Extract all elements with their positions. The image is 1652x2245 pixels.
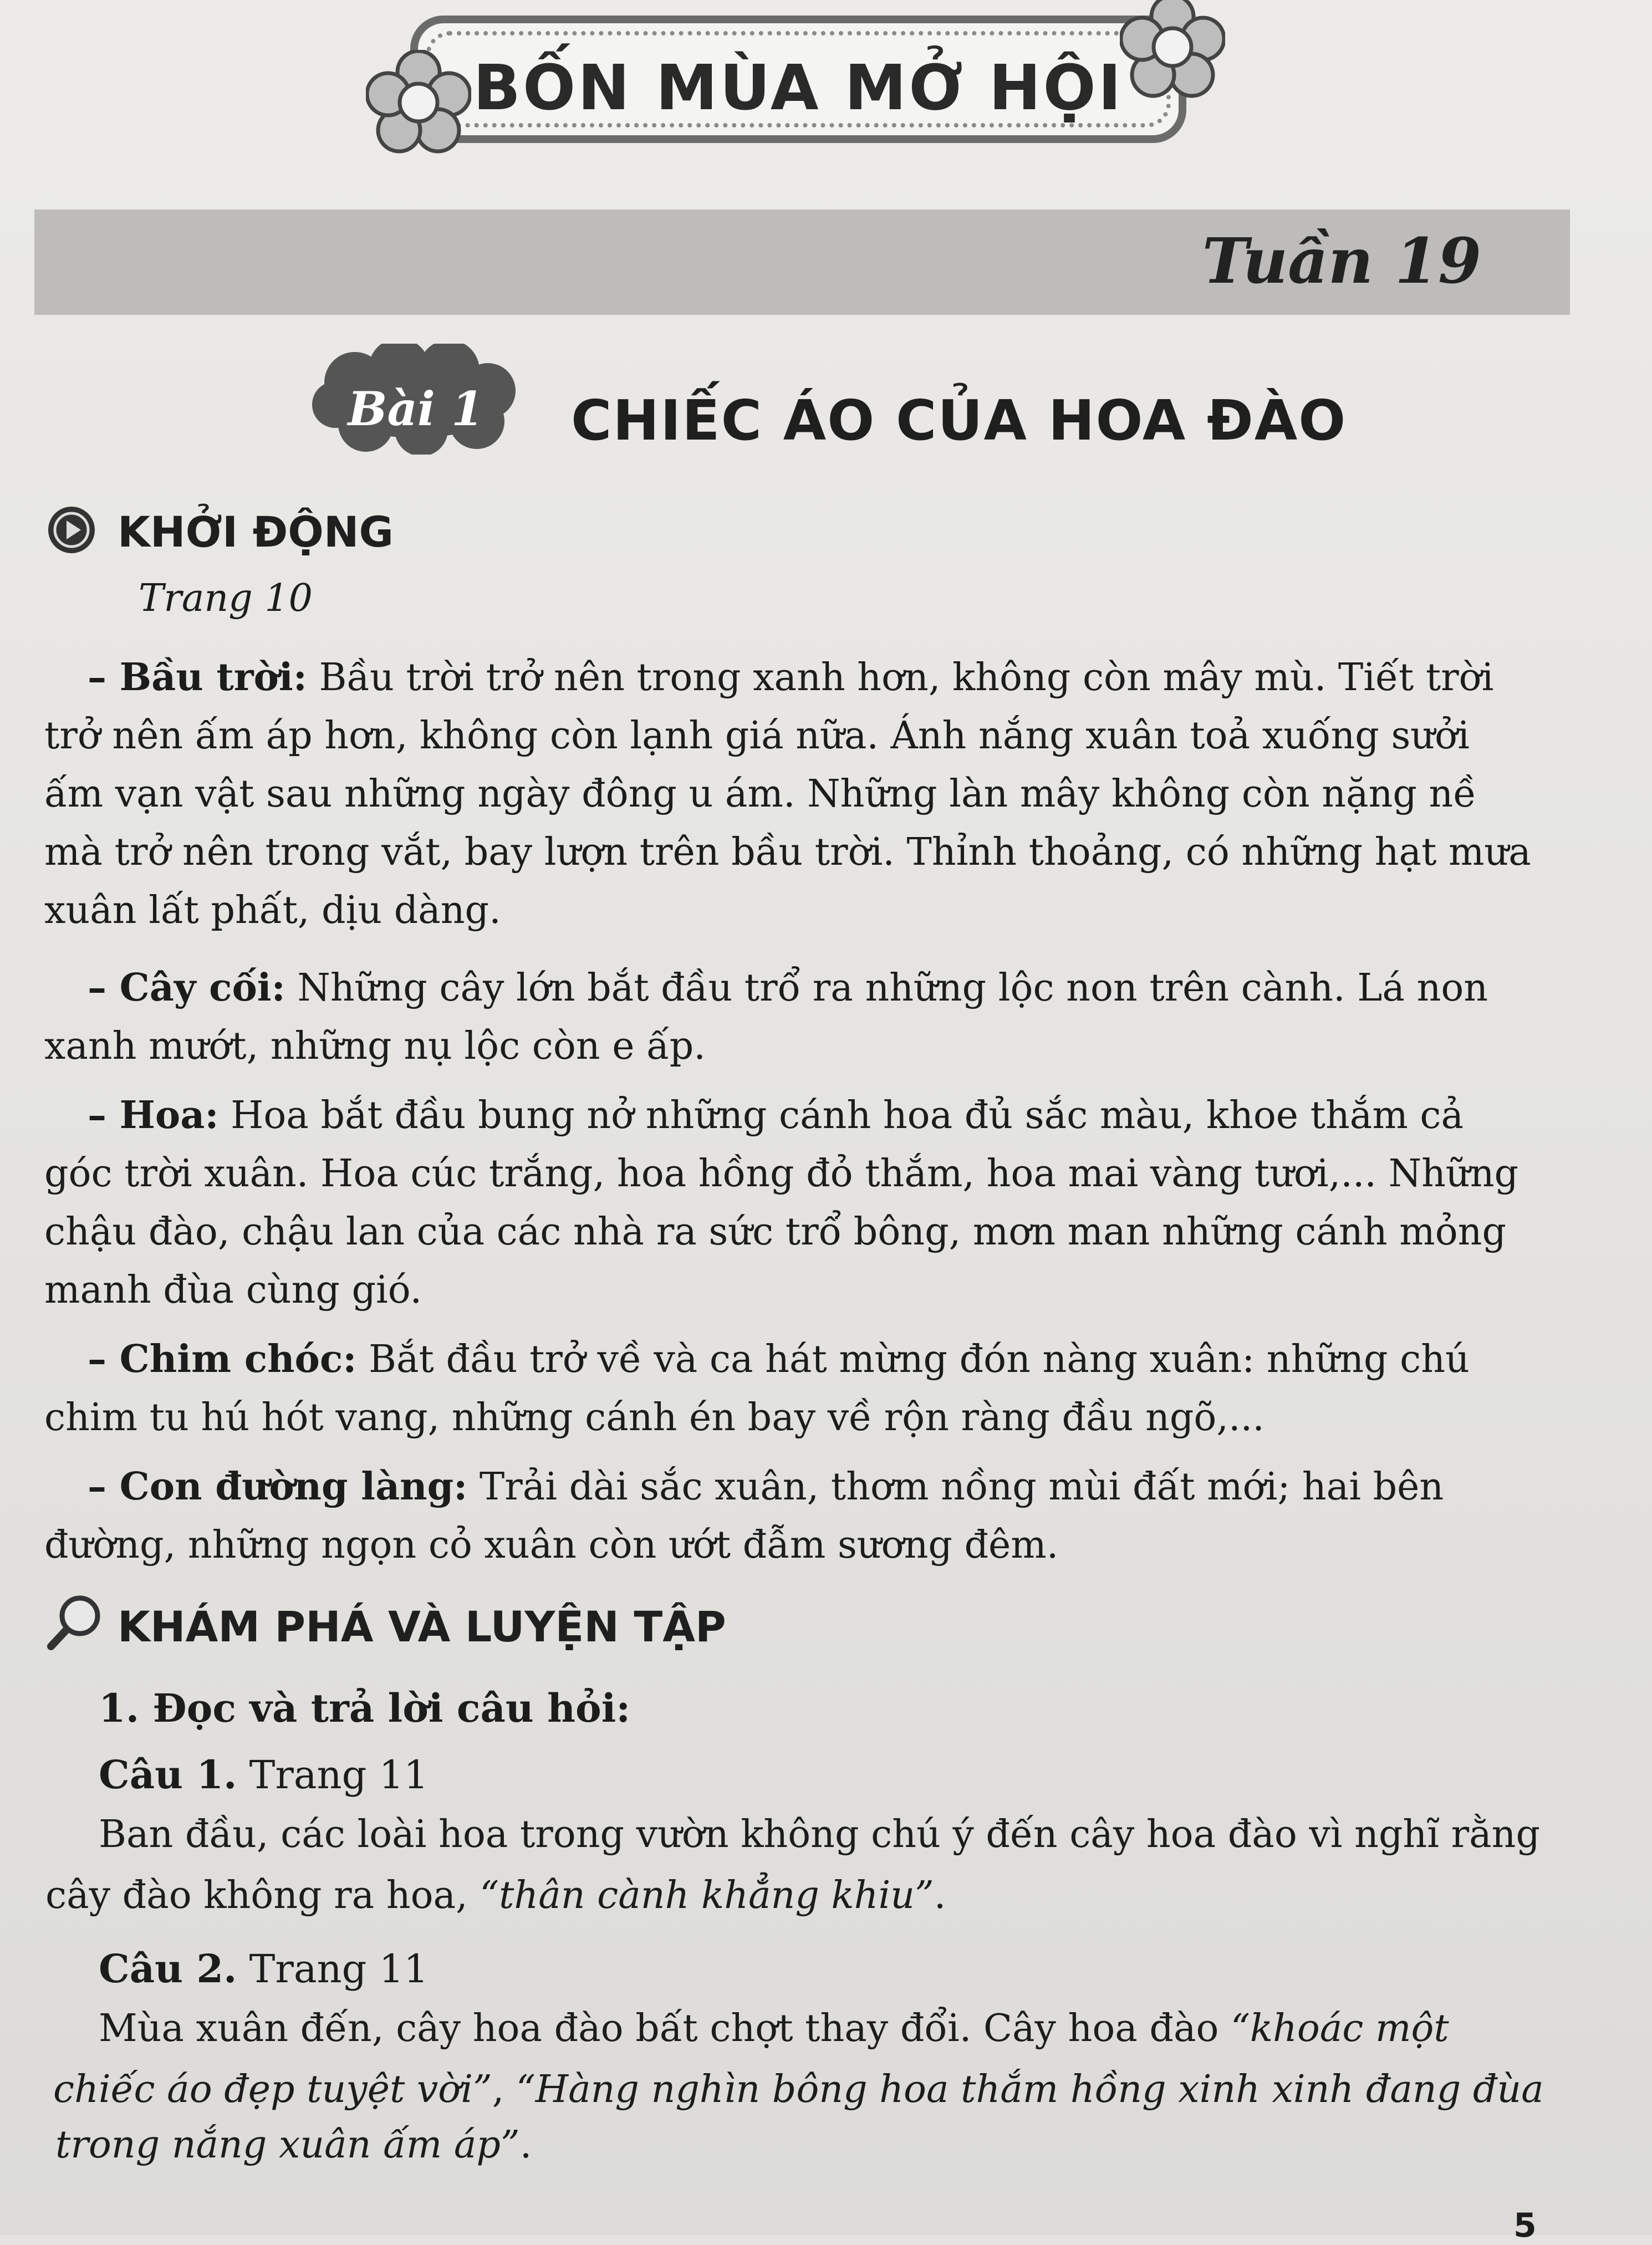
answer-quote: chiếc áo đẹp tuyệt vời” [53,2068,492,2111]
item-trees [44,959,1488,1075]
answer-text: . [519,2123,532,2167]
item-text: góc trời xuân. Hoa cúc trắng, hoa hồng đỏ thắm, hoa mai vàng tươi,... Những [44,1152,1519,1196]
item-flowers [44,1086,1518,1319]
question-ref: Trang 11 [237,1946,429,1992]
item-text: trở nên ấm áp hơn, không còn lạnh giá nữa. Ánh nắng xuân toả xuống sưởi [44,714,1470,758]
warmup-heading-text: KHỞI ĐỘNG [118,507,394,557]
question-1-answer-line: Ban đầu, các loài hoa trong vườn không chú ý đến cây hoa đào vì nghĩ rằng [99,1813,1541,1856]
chapter-title: BỐN MÙA MỞ HỘI [473,52,1124,124]
question-2-answer-line [53,2068,1544,2111]
item-text: xuân lất phất, dịu dàng. [44,889,501,932]
answer-quote: trong nắng xuân ấm áp” [55,2123,520,2167]
item-text: Những cây lớn bắt đầu trổ ra những lộc non trên cành. Lá non [285,966,1488,1010]
item-text: chậu đào, chậu lan của các nhà ra sức trổ bông, mơn man những cánh mỏng [44,1210,1506,1254]
item-text: Trải dài sắc xuân, thơm nồng mùi đất mới; hai bên [467,1465,1444,1509]
page-number: 5 [1513,2206,1537,2245]
magnifier-icon [45,1591,106,1652]
week-label: Tuần 19 [1202,225,1481,298]
answer-text: , [492,2068,516,2111]
answer-text: Mùa xuân đến, cây hoa đào bất chợt thay đổi. Cây hoa đào [99,2007,1231,2050]
lesson-badge-text: Bài 1 [348,381,484,436]
item-text: Bầu trời trở nên trong xanh hơn, không còn mây mù. Tiết trời [307,656,1494,700]
answer-text: cây đào không ra hoa, [45,1874,480,1917]
explore-heading-text: KHÁM PHÁ VÀ LUYỆN TẬP [118,1602,726,1651]
question-ref: Trang 11 [237,1752,429,1798]
answer-quote: “khoác một [1231,2007,1449,2050]
item-label: – Cây cối: [88,966,285,1010]
item-text: manh đùa cùng gió. [44,1268,422,1312]
item-text: đường, những ngọn cỏ xuân còn ướt đẫm sương đêm. [44,1523,1059,1567]
item-text: mà trở nên trong vắt, bay lượn trên bầu trời. Thỉnh thoảng, có những hạt mưa [44,830,1531,874]
question-2-answer-line [55,2123,532,2167]
item-birds [44,1330,1470,1447]
week-bar [34,210,1570,315]
play-icon [45,504,98,557]
question-1-heading [99,1752,429,1798]
answer-quote: “Hàng nghìn bông hoa thắm hồng xinh xinh đang đùa [516,2068,1544,2111]
item-label: – Con đường làng: [88,1465,468,1509]
question-2-answer-line [99,2007,1449,2050]
question-label: Câu 1. [99,1752,237,1798]
answer-text: . [934,1874,946,1917]
item-text: chim tu hú hót vang, những cánh én bay về rộn ràng đầu ngõ,... [44,1396,1265,1440]
item-village-road [44,1458,1444,1574]
warmup-page-ref: Trang 10 [139,576,313,620]
question-1-answer-line [45,1874,946,1917]
item-label: – Chim chóc: [88,1337,357,1381]
chapter-banner [410,16,1186,143]
item-text: ấm vạn vật sau những ngày đông u ám. Những làn mây không còn nặng nề [44,772,1477,816]
question-label: Câu 2. [99,1946,237,1992]
subsection-title: 1. Đọc và trả lời câu hỏi: [99,1685,631,1731]
item-text: xanh mướt, những nụ lộc còn e ấp. [44,1024,706,1068]
lesson-title: CHIẾC ÁO CỦA HOA ĐÀO [571,388,1347,453]
question-2-heading [99,1946,429,1992]
item-text: Hoa bắt đầu bung nở những cánh hoa đủ sắc màu, khoe thắm cả [218,1094,1464,1137]
flower-right-icon [1120,0,1225,100]
flower-left-icon [366,50,471,155]
item-text: Bắt đầu trở về và ca hát mừng đón nàng xuân: những chú [356,1338,1470,1381]
item-label: – Hoa: [88,1093,219,1137]
item-label: – Bầu trời: [88,655,307,700]
answer-quote: “thân cành khẳng khiu” [480,1874,934,1917]
item-sky [44,649,1531,940]
